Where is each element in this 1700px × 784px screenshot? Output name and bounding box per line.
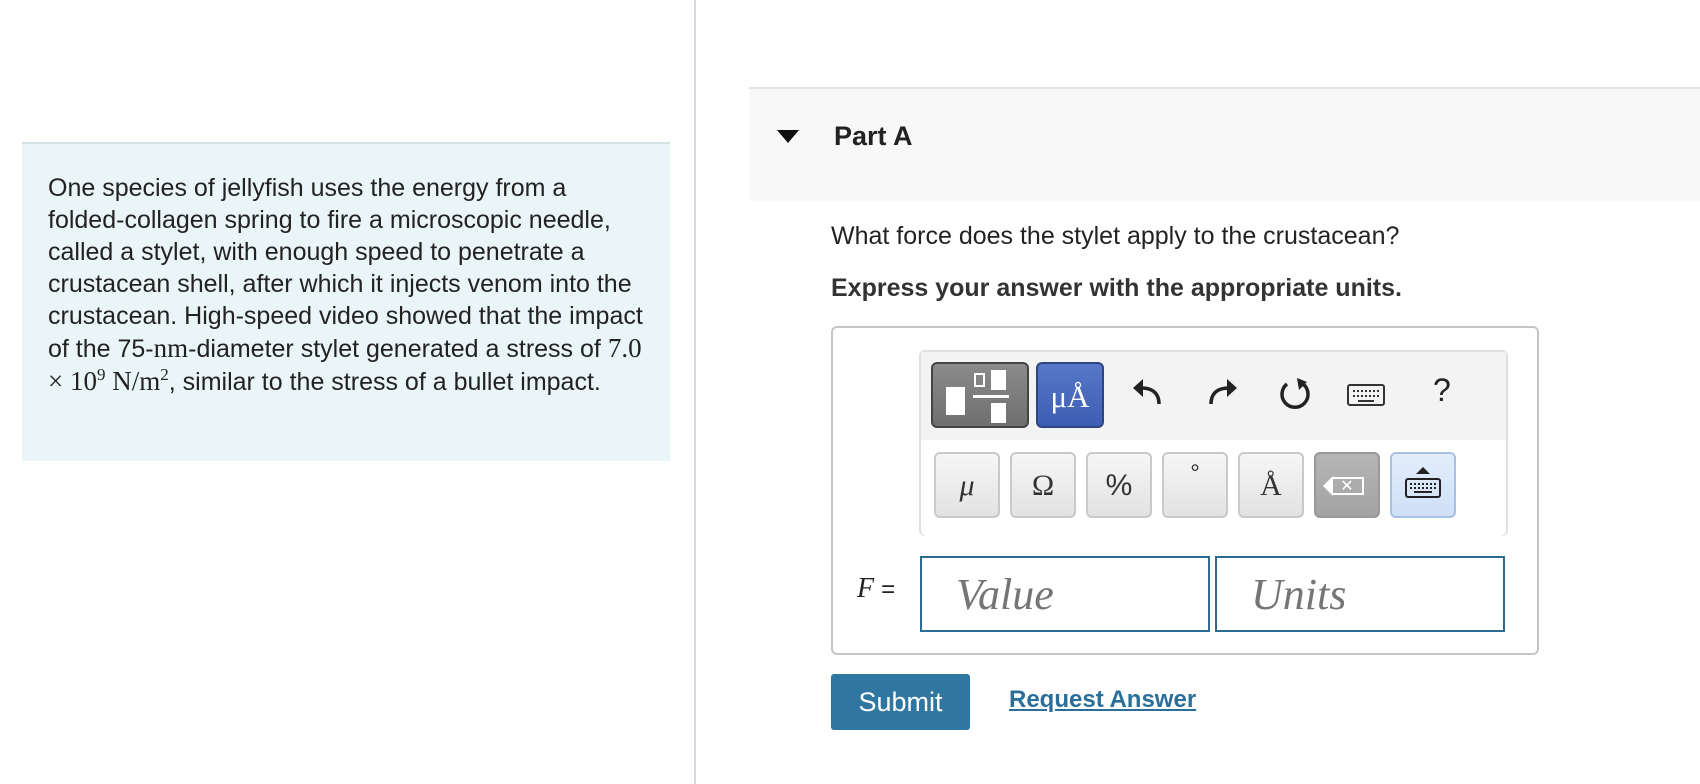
problem-text-after: , similar to the stress of a bullet impact. xyxy=(168,368,601,396)
caret-down-icon[interactable] xyxy=(777,130,799,143)
part-a-header[interactable] xyxy=(749,87,1700,201)
answer-variable: F xyxy=(857,573,875,604)
symbol-omega-button[interactable]: Ω xyxy=(1010,452,1076,518)
problem-text-middle: -diameter stylet generated a stress of xyxy=(188,335,608,363)
symbol-percent-button[interactable]: % xyxy=(1086,452,1152,518)
help-icon[interactable]: ? xyxy=(1433,372,1451,408)
symbol-mu-button[interactable]: μ xyxy=(934,452,1000,518)
stress-exponent: 9 xyxy=(96,365,106,384)
templates-icon-part xyxy=(974,373,985,387)
delete-button[interactable] xyxy=(1314,452,1380,518)
units-button[interactable]: μÅ xyxy=(1036,362,1104,428)
problem-text-before: One species of jellyfish uses the energy from a folded-collagen spring to fire a microscopic needle, called a stylet, with enough speed to penetrate a crustacean shell, after which it injects venom into the crustacean. High-speed video showed that the impact of the 75- xyxy=(48,174,643,363)
unit-nm: nm xyxy=(153,333,189,363)
problem-pane xyxy=(0,0,696,784)
request-answer-link[interactable]: Request Answer xyxy=(1009,686,1197,713)
math-toolbar xyxy=(919,350,1508,536)
symbol-angstrom-button[interactable]: Å xyxy=(1238,452,1304,518)
answer-box xyxy=(831,326,1539,655)
answer-variable-label xyxy=(857,573,895,605)
part-title: Part A xyxy=(834,121,913,151)
stress-unit-exponent: 2 xyxy=(160,365,169,384)
toolbar-top-row xyxy=(921,352,1506,440)
templates-icon-part xyxy=(991,403,1006,423)
stress-mantissa: 7.0 × 10 xyxy=(48,333,642,396)
stress-unit: N/m xyxy=(112,366,161,396)
templates-button[interactable] xyxy=(931,362,1029,428)
templates-icon-part xyxy=(991,370,1006,390)
problem-statement xyxy=(22,142,670,461)
keyboard-toggle-button[interactable] xyxy=(1390,452,1456,518)
question-text: What force does the stylet apply to the crustacean? xyxy=(831,222,1400,250)
templates-icon-part xyxy=(973,395,1009,398)
keyboard-icon[interactable] xyxy=(1347,384,1385,406)
keyboard-toggle-icon xyxy=(1392,454,1454,516)
instruction-text: Express your answer with the appropriate units. xyxy=(831,274,1402,302)
reset-icon[interactable] xyxy=(1275,374,1315,414)
submit-button[interactable]: Submit xyxy=(831,674,970,730)
undo-icon[interactable] xyxy=(1129,374,1169,414)
answer-equals: = xyxy=(881,576,896,603)
units-input[interactable] xyxy=(1215,556,1505,632)
symbol-degree-button[interactable]: ° xyxy=(1162,452,1228,518)
redo-icon[interactable] xyxy=(1201,374,1241,414)
backspace-icon-body: ✕ xyxy=(1332,477,1364,495)
value-input[interactable] xyxy=(920,556,1210,632)
templates-icon xyxy=(946,387,965,415)
